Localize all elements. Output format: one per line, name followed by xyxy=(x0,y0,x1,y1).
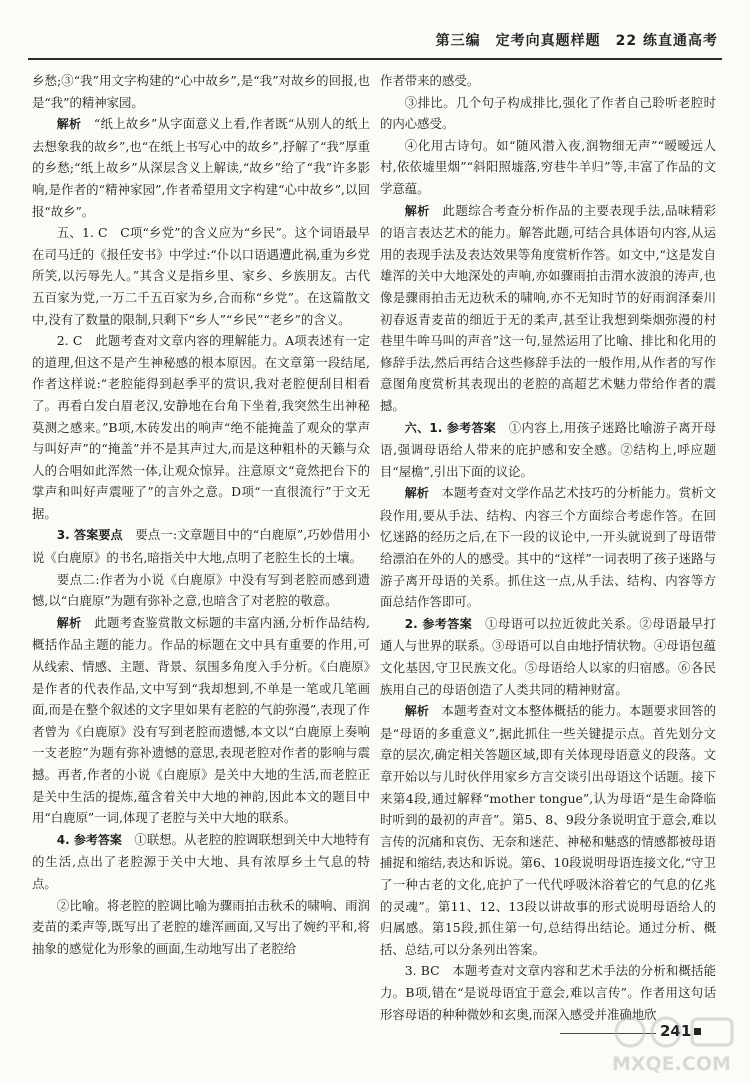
paragraph xyxy=(380,135,716,200)
paragraph-text: 2. C 此题考查对文章内容的理解能力。A项表述有一定的道理,但这不是产生神秘感的根本原因。在文章第一段结尾,作者这样说:“老腔能得到赵季平的赏识,我对老腔便刮目相看了。再看白发白眉老汉,安静地在台角下坐着,我突然生出神秘莫测之感来。”B项,木砖发出的响声“绝不能掩盖了观众的掌声与叫好声”的“掩盖”并不是其声过大,而是这种粗朴的天籁与众人的合唱如此浑然一体,让观众惊异。注意原文“竟然把台下的掌声和叫好声震哑了”的言外之意。D项“一直很流行”于文无据。 xyxy=(32,333,370,521)
answer-label: 解析 xyxy=(404,203,430,218)
paragraph xyxy=(32,829,370,895)
paragraph-text: ①母语可以拉近彼此关系。②母语最早打通人与世界的联系。③母语可以自由地抒情状物。④母语包蕴文化基因,守卫民族文化。⑤母语给人以家的归宿感。⑥各民族用自己的母语创造了人类共同的精神财富。 xyxy=(380,615,717,697)
paragraph-text: ③排比。几个句子构成排比,强化了作者自己聆听老腔时的内心感受。 xyxy=(380,94,716,132)
answer-label: 3. 答案要点 xyxy=(56,528,123,543)
answer-label: 解析 xyxy=(404,486,429,501)
watermark-logo xyxy=(608,1010,746,1076)
paragraph-text: 此题综合考查分析作品的主要表现手法,品味精彩的语言表达艺术的能力。解答此题,可结合具体语句内容,从运用的表现手法及表达效果等角度赏析作答。如文中,“这是发自雄浑的关中大地深处的声响,亦如骤雨拍击渭水波浪的涛声,也像是骤雨拍击无边秋禾的啸响,亦不无知时节的好雨润泽秦川初春返青麦苗的细近于无的柔声,甚至让我想到柴烟弥漫的村巷里牛哞马叫的声音”这一句,显然运用了比喻、排比和化用的修辞手法,然后再结合这些修辞手法的一般作用,从作者的写作意图角度赏析其表现出的老腔的高超艺术魅力带给作者的震撼。 xyxy=(380,202,716,413)
page-number: 241 xyxy=(660,1022,701,1040)
paragraph-text: 要点一:文章题目中的“白鹿原”,巧妙借用小说《白鹿原》的书名,暗指关中大地,点明了老腔生长的土壤。 xyxy=(32,527,370,566)
paragraph xyxy=(32,113,370,222)
paragraph xyxy=(380,70,716,92)
paragraph-text: ②比喻。将老腔的腔调比喻为骤雨拍击秋禾的啸响、雨润麦苗的柔声等,既写出了老腔的雄浑画面,又写出了婉约平和,将抽象的感觉化为形象的画面,生动地写出了老腔给 xyxy=(32,897,370,956)
right-column xyxy=(380,70,716,1025)
running-header xyxy=(28,22,722,60)
answer-label: 4. 参考答案 xyxy=(56,832,122,847)
left-column xyxy=(32,70,370,959)
header-title: 第三编 定考向真题样题 22 练直通高考 xyxy=(435,33,718,49)
paragraph xyxy=(380,200,716,417)
paragraph xyxy=(380,482,716,613)
paragraph xyxy=(32,70,370,113)
paragraph-text: 五、1. C C项“乡党”的含义应为“乡民”。这个词语最早在司马迁的《报任安书》中学过:“仆以口语遇遭此祸,重为乡党所笑,以污辱先人。”其含义是指乡里、家乡、乡族朋友。古代五百家为党,一万二千五百家为乡,合而称“乡党”。在这篇散文中,没有了数量的限制,只剩下“乡人”“乡民”“老乡”的含义。 xyxy=(32,225,370,327)
answer-label: 解析 xyxy=(56,615,82,630)
answer-label: 2. 参考答案 xyxy=(404,616,473,631)
paragraph xyxy=(32,612,370,829)
answer-label: 解析 xyxy=(56,117,82,132)
answer-label: 解析 xyxy=(404,704,429,719)
paragraph xyxy=(32,569,370,612)
paragraph xyxy=(32,524,370,568)
paragraph-text: 3. BC 本题考查对文章内容和艺术手法的分析和概括能力。B项,错在“是说母语宜于意会,难以言传”。作者用这句话形容母语的种种微妙和玄奥,而深入感受并准确地欣 xyxy=(380,963,716,1022)
paragraph-text: ①联想。从老腔的腔调联想到关中大地特有的生活,点出了老腔源于关中大地、具有浓厚乡土气息的特点。 xyxy=(32,831,371,891)
watermark-text: MXQE.COM xyxy=(612,1053,731,1075)
paragraph xyxy=(32,222,370,330)
paragraph-text: “纸上故乡”从字面意义上看,作者既“从别人的纸上去想象我的故乡”,也“在纸上书写心中的故乡”,抒解了“我”厚重的乡愁;“纸上故乡”从深层含义上解读,“故乡”给了“我”许多影响,是作者的“精神家园”,作者希望用文字构建“心中故乡”,以回报“故乡”。 xyxy=(32,116,370,219)
paragraph xyxy=(380,417,716,483)
paragraph xyxy=(380,613,716,700)
paragraph-text: ①内容上,用孩子迷路比喻游子离开母语,强调母语给人带来的庇护感和安全感。②结构上,呼应题目“屋檐”,引出下面的议论。 xyxy=(380,419,716,479)
paragraph-text: 本题考查对文学作品艺术技巧的分析能力。赏析文段作用,要从手法、结构、内容三个方面综合考虑作答。在回忆迷路的经历之后,在下一段的议论中,一开头就说到了母语带给漂泊在外的人的感受。其中的“这样”一词表明了孩子迷路与游子离开母语的关系。抓住这一点,从手法、结构、内容等方面总结作答即可。 xyxy=(380,485,716,610)
paragraph-text: ④化用古诗句。如“随风潜入夜,润物细无声”“暧暧远人村,依依墟里烟”“斜阳照墟落,穷巷牛羊归”等,丰富了作品的文学意蕴。 xyxy=(380,137,716,196)
paragraph-text: 本题考查对文本整体概括的能力。本题要求回答的是“母语的多重意义”,据此抓住一些关键提示点。首先划分文章的层次,确定相关答题区域,即有关体现母语意义的段落。文章开始以与儿时伙伴用家乡方言交谈引出母语这个话题。接下来第4段,通过解释“mother tongue”,认为母语“是生命降临时听到的最初的声音”。第5、8、9段分条说明宜于意会,难以言传的沉痛和哀伤、无奈和迷茫、神秘和魅惑的情感都被母语捕捉和缩结,表达和诉说。第6、10段说明母语连接文化,“守卫了一种古老的文化,庇护了一代代呼吸沐浴着它的气息的亿兆的灵魂”。第11、12、13段以讲故事的形式说明母语给人的归属感。第15段,抓住第一句,总结得出结论。通过分析、概括、总结,可以分条列出答案。 xyxy=(380,703,716,957)
answer-label: 六、1. 参考答案 xyxy=(404,420,497,435)
paragraph-text: 要点二:作者为小说《白鹿原》中没有写到老腔而感到遗憾,以“白鹿原”为题有弥补之意,也暗含了对老腔的敬意。 xyxy=(32,571,370,609)
paragraph-text: 作者带来的感受。 xyxy=(380,73,480,88)
paragraph-text: 此题考查鉴赏散文标题的丰富内涵,分析作品结构,概括作品主题的能力。作品的标题在文中具有重要的作用,可从线索、情感、主题、背景、氛围多角度入手分析。《白鹿原》是作者的代表作品,文中写到“我却想到,不单是一笔或几笔画面,而是在整个叙述的文字里如果有老腔的气韵弥漫”,表现了作者曾为《白鹿原》没有写到老腔而遗憾,本文以“白鹿原上奏响一支老腔”为题有弥补遗憾的意思,表现老腔对作者的影响与震撼。再者,作者的小说《白鹿原》是关中大地的生活,而老腔正是关中生活的提炼,蕴含着关中大地的神韵,因此本文的题目中用“白鹿原”一词,体现了老腔与关中大地的联系。 xyxy=(32,614,370,826)
paragraph-text: 乡愁;③“我”用文字构建的“心中故乡”,是“我”对故乡的回报,也是“我”的精神家园。 xyxy=(32,73,370,110)
paragraph xyxy=(32,330,370,524)
paragraph xyxy=(380,92,716,135)
paragraph xyxy=(380,700,716,960)
paragraph xyxy=(32,895,370,960)
